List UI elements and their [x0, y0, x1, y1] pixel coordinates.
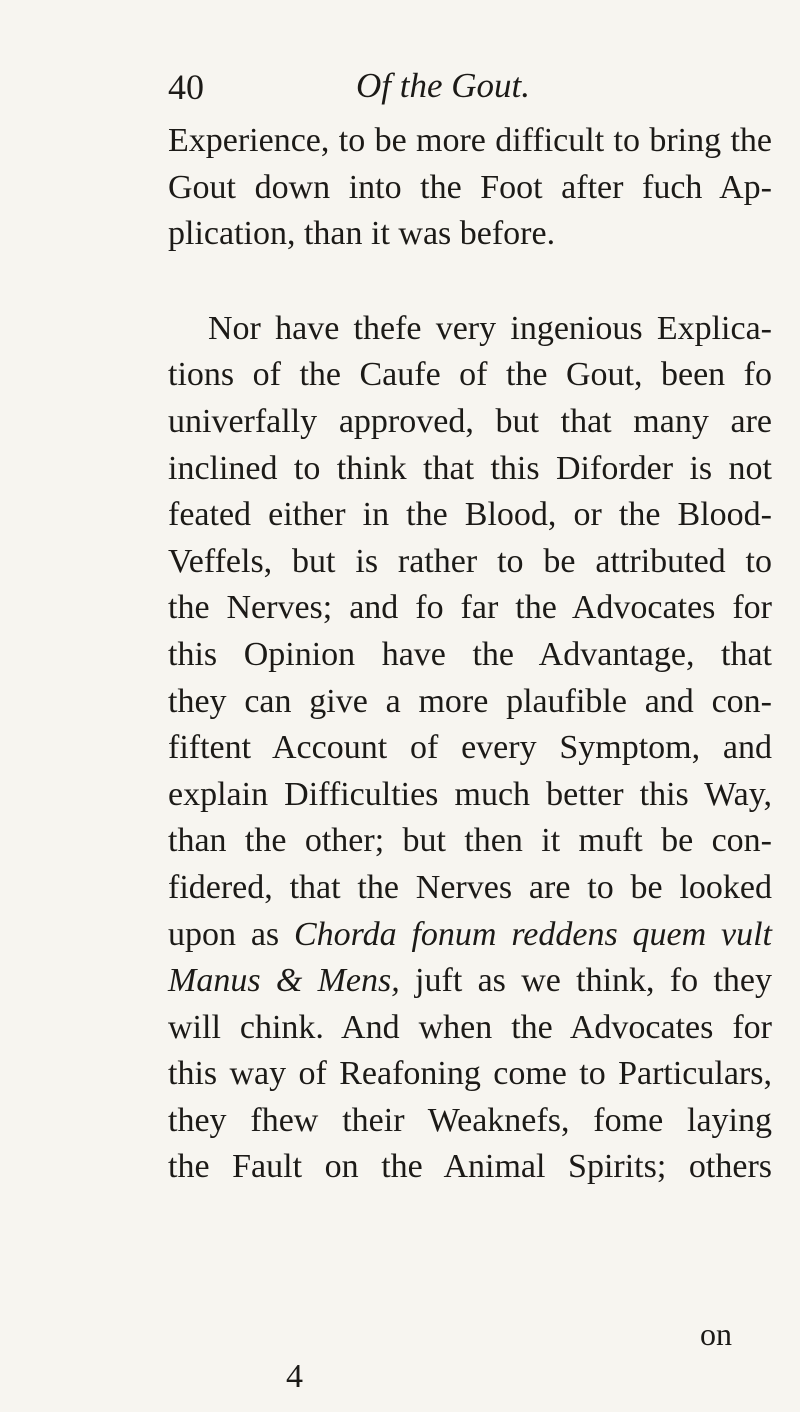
text-line: will chink. And when the Advocates for	[168, 1008, 772, 1046]
catchword: on	[700, 1316, 732, 1352]
text-line: the Fault on the Animal Spirits; others	[168, 1148, 772, 1186]
text-line: than the other; but then it muft be con-	[168, 822, 772, 860]
page-header	[168, 66, 748, 114]
text-run: upon as	[168, 915, 294, 953]
text-line	[168, 958, 772, 1005]
page-number: 40	[168, 67, 204, 107]
paragraph-gap	[168, 258, 772, 306]
text-line: feated either in the Blood, or the Blood-	[168, 496, 772, 534]
signature-mark: 4	[286, 1358, 303, 1395]
text-line: univerfally approved, but that many are	[168, 402, 772, 440]
text-line: inclined to think that this Diforder is not	[168, 449, 772, 487]
text-line: Experience, to be more difficult to bring the	[168, 122, 772, 159]
text-line: fidered, that the Nerves are to be looked	[168, 868, 772, 906]
text-line: Nor have thefe very ingenious Explica-	[208, 309, 772, 347]
latin-phrase: Chorda fonum reddens quem vult	[294, 915, 772, 953]
text-line: they can give a more plaufible and con-	[168, 682, 772, 720]
text-line: the Nerves; and fo far the Advocates for	[168, 589, 772, 627]
text-line: they fhew their Weaknefs, fome laying	[168, 1101, 772, 1139]
text-line	[168, 912, 772, 959]
text-line: explain Difficulties much better this Way,	[168, 775, 772, 813]
latin-phrase: Manus & Mens,	[168, 962, 400, 1000]
text-line: tions of the Caufe of the Gout, been fo	[168, 356, 772, 394]
text-line: this Opinion have the Advantage, that	[168, 635, 772, 673]
text-line: Gout down into the Foot after fuch Ap-	[168, 168, 772, 206]
text-line: Veffels, but is rather to be attributed to	[168, 542, 772, 580]
running-title: Of the Gout.	[356, 66, 531, 105]
text-run: juft as we think, fo they	[399, 962, 772, 1000]
text-line: fiftent Account of every Symptom, and	[168, 729, 772, 767]
body-text	[168, 118, 772, 1191]
text-line: plication, than it was before.	[168, 215, 556, 253]
text-line: this way of Reafoning come to Particulars,	[168, 1055, 772, 1093]
